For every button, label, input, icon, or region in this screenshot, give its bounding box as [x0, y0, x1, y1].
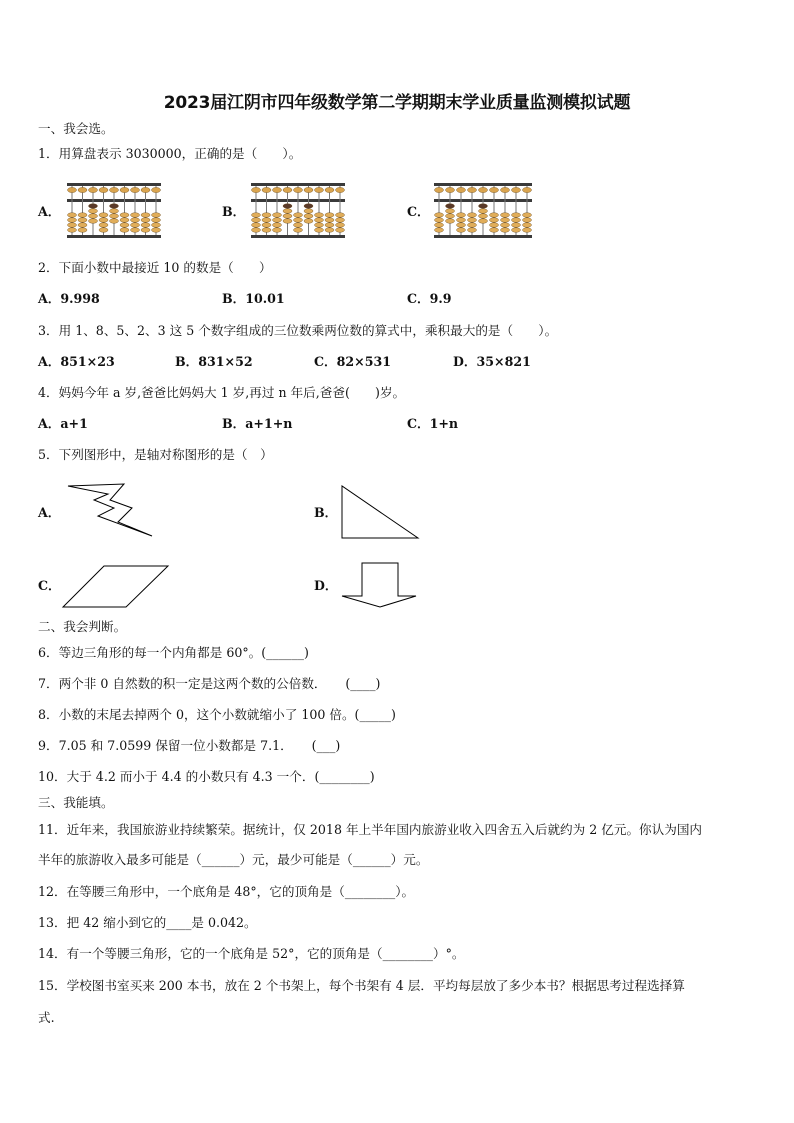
question-3: 3．用 1、8、5、2、3 这 5 个数字组成的三位数乘两位数的算式中，乘积最大的是（ ）。: [38, 323, 558, 338]
question-2: 2．下面小数中最接近 10 的数是（ ）: [38, 260, 272, 275]
q3-option-a: A．851×23: [38, 354, 115, 369]
question-1: 1．用算盘表示 3030000，正确的是（ ）。: [38, 146, 302, 161]
page-title: 2023届江阴市四年级数学第二学期期末学业质量监测模拟试题: [163, 93, 631, 113]
question-5: 5．下列图形中，是轴对称图形的是（ ）: [38, 447, 273, 462]
q5-option-b-label: B．: [314, 505, 338, 520]
q1-option-a-label: A．: [38, 204, 61, 219]
q3-option-d: D．35×821: [453, 354, 531, 369]
section-judge-heading: 二、我会判断。: [38, 619, 127, 634]
q4-option-c: C．1+n: [407, 416, 459, 431]
fill-question-14: 14．有一个等腰三角形，它的一个底角是 52°，它的顶角是（________）°。: [38, 946, 465, 961]
q4-option-a: A．a+1: [38, 416, 88, 431]
question-4: 4．妈妈今年 a 岁,爸爸比妈妈大 1 岁,再过 n 年后,爸爸( )岁。: [38, 385, 406, 400]
right-triangle-shape: [338, 483, 422, 541]
q2-option-c: C．9.9: [407, 291, 452, 306]
q3-option-c: C．82×531: [314, 354, 391, 369]
abacus-c-image: [433, 182, 533, 240]
fill-question-11-line2: 半年的旅游收入最多可能是（______）元，最少可能是（______）元。: [38, 852, 429, 867]
q1-option-b-label: B．: [222, 204, 246, 219]
fill-question-15-line2: 式.: [38, 1010, 55, 1025]
judge-question-8: 8．小数的末尾去掉两个 0，这个小数就缩小了 100 倍。(_____): [38, 707, 396, 722]
q2-option-b: B．10.01: [222, 291, 285, 306]
section-fill-heading: 三、我能填。: [38, 795, 114, 810]
down-arrow-shape: [338, 560, 420, 610]
fill-question-15-line1: 15．学校图书室买来 200 本书，放在 2 个书架上，每个书架有 4 层．平均每层放了多少本书？根据思考过程选择算: [38, 978, 685, 993]
q5-option-c-label: C．: [38, 578, 61, 593]
q3-option-b: B．831×52: [175, 354, 253, 369]
q2-option-a: A．9.998: [38, 291, 100, 306]
q5-option-d-label: D．: [314, 578, 338, 593]
fill-question-13: 13．把 42 缩小到它的____是 0.042。: [38, 915, 257, 930]
judge-question-10: 10．大于 4.2 而小于 4.4 的小数只有 4.3 一个．(________): [38, 769, 375, 784]
abacus-a-image: [66, 182, 162, 240]
lightning-shape: [60, 480, 156, 540]
q5-option-a-label: A．: [38, 505, 61, 520]
fill-question-12: 12．在等腰三角形中，一个底角是 48°，它的顶角是（________）。: [38, 884, 415, 899]
section-choose-heading: 一、我会选。: [38, 121, 114, 136]
q4-option-b: B．a+1+n: [222, 416, 293, 431]
judge-question-7: 7．两个非 0 自然数的积一定是这两个数的公倍数． (____): [38, 676, 381, 691]
abacus-b-image: [250, 182, 346, 240]
judge-question-6: 6．等边三角形的每一个内角都是 60°。(______): [38, 645, 309, 660]
parallelogram-shape: [60, 563, 172, 611]
q1-option-c-label: C．: [407, 204, 430, 219]
judge-question-9: 9．7.05 和 7.0599 保留一位小数都是 7.1． (___): [38, 738, 341, 753]
fill-question-11-line1: 11．近年来，我国旅游业持续繁荣。据统计，仅 2018 年上半年国内旅游业收入四舍五入后就约为 2 亿元。你认为国内: [38, 822, 703, 837]
